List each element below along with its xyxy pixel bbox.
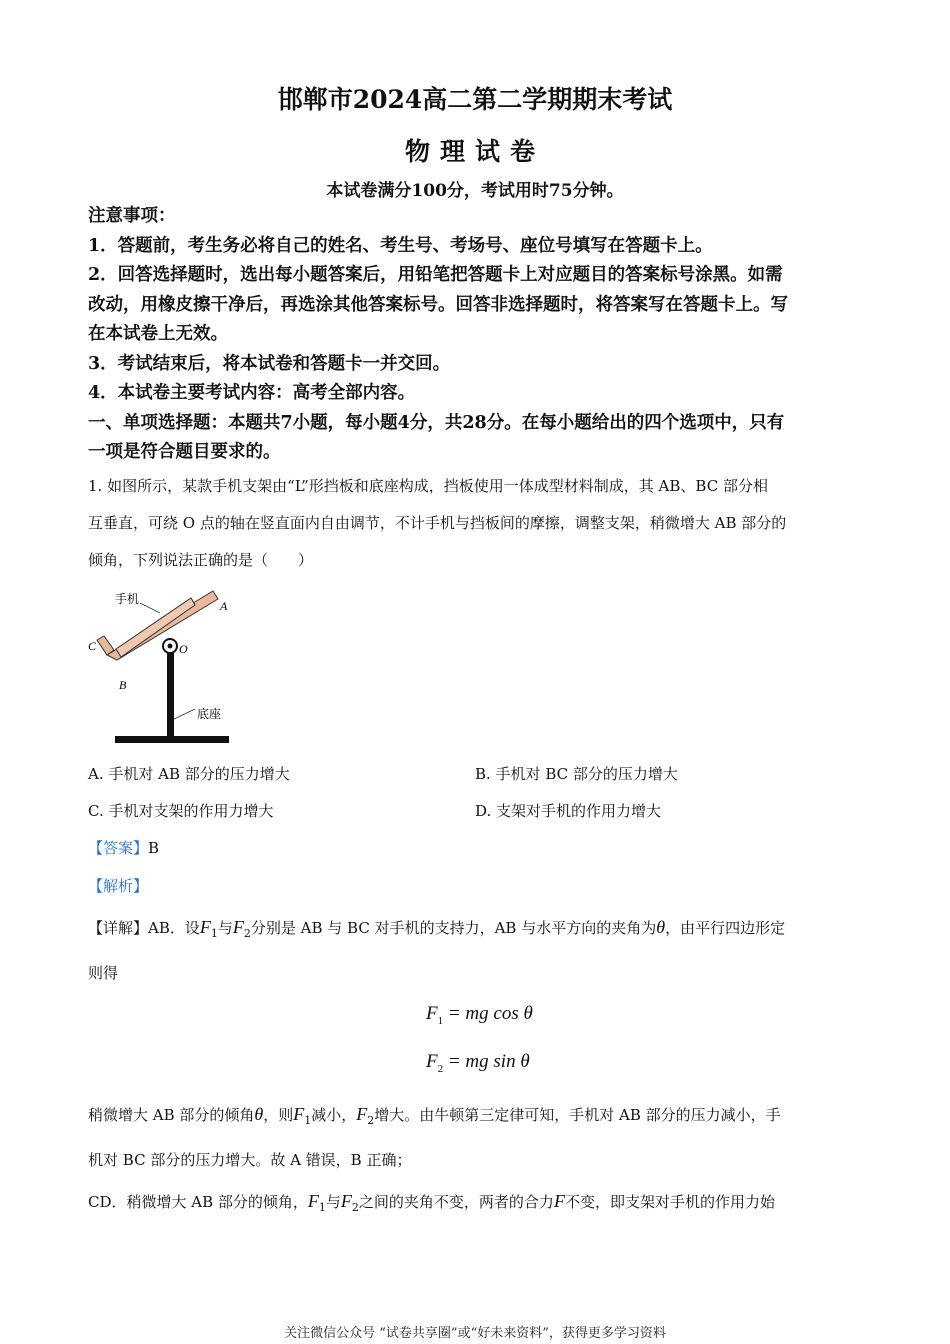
note-item: 1．答题前，考生务必将自己的姓名、考生号、考场号、座位号填写在答题卡上。 [88, 235, 713, 256]
exam-info: 本试卷满分100分，考试用时75分钟。 [326, 181, 624, 201]
label-a: A [220, 599, 228, 613]
detail-line2: 则得 [88, 964, 119, 982]
stem-line: 互垂直，可绕 O 点的轴在竖直面内自由调节，不计手机与挡板间的摩擦，调整支架，稍微增大 AB 部分的 [88, 514, 787, 532]
page-footer: 关注微信公众号 “试卷共享圈”或“好未来资料”，获得更多学习资料 [284, 1326, 666, 1341]
detail-line1: 【详解】AB．设$F_1$与$F_2$分别是 AB 与 BC 对手机的支持力，AB 与水平方向的夹角为θ，由平行四边形定 [88, 917, 786, 940]
stem-line: 1. 如图所示，某款手机支架由“L”形挡板和底座构成，挡板使用一体成型材料制成，其 AB、BC 部分相 [88, 477, 768, 495]
label-phone: 手机 [115, 592, 140, 606]
option-b: B. 手机对 BC 部分的压力增大 [475, 765, 678, 783]
detail-p2-line1: 稍微增大 AB 部分的倾角θ，则$F_1$减小，$F_2$增大。由牛顿第三定律可知，手机对 AB 部分的压力减小，手 [88, 1104, 781, 1127]
equation-f1: $F_1$ = mg cos θ [426, 1003, 533, 1027]
answer-tag: 【答案】 [88, 839, 149, 857]
stand-pole [167, 647, 174, 739]
note-item: 在本试卷上无效。 [88, 324, 228, 344]
answer-line [88, 837, 159, 858]
answer-value: B [148, 839, 160, 857]
note-item: 4．本试卷主要考试内容：高考全部内容。 [88, 383, 416, 403]
label-base: 底座 [197, 707, 222, 721]
detail-p2-line2: 机对 BC 部分的压力增大。故 A 错误，B 正确； [88, 1151, 412, 1169]
stem-line: 倾角，下列说法正确的是（ ） [88, 551, 314, 569]
option-d: D. 支架对手机的作用力增大 [475, 802, 662, 820]
phone-stand-figure [85, 585, 245, 750]
label-o: O [179, 642, 188, 656]
detail-p3-line1: CD．稍微增大 AB 部分的倾角，$F_1$与$F_2$之间的夹角不变，两者的合力F不变，即支架对手机的作用力始 [88, 1191, 775, 1214]
note-item: 改动，用橡皮擦干净后，再选涂其他答案标号。回答非选择题时，将答案写在答题卡上。写 [88, 294, 788, 315]
option-c: C. 手机对支架的作用力增大 [88, 802, 274, 820]
notes-heading: 注意事项： [88, 206, 176, 226]
question-stem [88, 468, 868, 579]
subject-title: 物理试卷 [404, 137, 545, 166]
label-b: B [119, 678, 127, 692]
equation-f2: $F_2$ = mg sin θ [426, 1051, 530, 1075]
notes-section [88, 202, 868, 468]
exam-title: 邯郸市2024高二第二学期期末考试 [277, 85, 673, 114]
analysis-tag: 【解析】 [88, 877, 149, 895]
label-c: C [88, 639, 97, 653]
section-heading-line1: 一、单项选择题：本题共7小题，每小题4分，共28分。在每小题给出的四个选项中，只有 [88, 412, 785, 433]
section-heading-line2: 一项是符合题目要求的。 [88, 442, 281, 462]
note-item: 2．回答选择题时，选出每小题答案后，用铅笔把答题卡上对应题目的答案标号涂黑。如需 [88, 265, 783, 285]
note-item: 3．考试结束后，将本试卷和答题卡一并交回。 [88, 353, 451, 374]
option-a: A. 手机对 AB 部分的压力增大 [88, 765, 290, 783]
